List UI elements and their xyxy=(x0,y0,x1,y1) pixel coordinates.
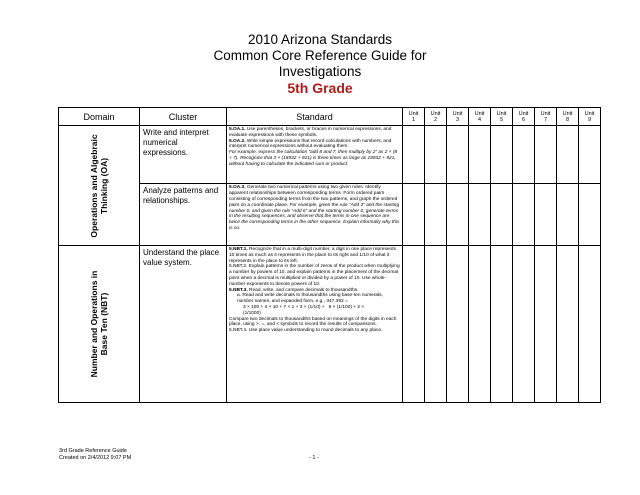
cluster-cell: Understand the place value system. xyxy=(140,246,227,403)
unit-cell xyxy=(447,184,469,246)
unit-cell xyxy=(513,184,535,246)
domain-label-nbt: Number and Operations in Base Ten (NBT) xyxy=(89,270,109,378)
footer xyxy=(59,448,131,462)
grade-title: 5th Grade xyxy=(287,80,353,96)
unit-cell xyxy=(513,246,535,403)
unit-cell xyxy=(491,126,513,184)
title-line-3: Investigations xyxy=(278,64,362,79)
unit-cell xyxy=(469,246,491,403)
title-line-2: Common Core Reference Guide for xyxy=(213,48,427,63)
domain-header: Domain xyxy=(59,108,140,126)
standard-cell: 5.NBT.1. Recognize that in a multi-digit number, a digit in one place represents 10 times as much as it represents in the place to its right and 1/10 of what it represents in the place to its left. 5.NBT.2. Explain patterns in the number of zeros of the product when multiplying a number by powers of 10, and explain patterns in the placement of the decimal point when a decimal is multiplied or divided by a power of 10. Use whole-number exponents to denote powers of 10. 5.NBT.3. Read, write, and compare decimals to thousandths. a. Read and write decimals to thousandths using base-ten numerals, number names, and expanded form, e.g., 347.392 = 3 × 100 + 4 × 10 + 7 × 1 + 3 × (1/10) + 9 × (1/100) + 2 × (1/1000) Compare two decimals to thousandths based on meanings of the digits in each place, using >, =, and < symbols to record the results of comparisons. 5.NBT.4. Use place value understanding to round decimals to any place. xyxy=(227,246,403,403)
unit-cell xyxy=(513,126,535,184)
unit-cell xyxy=(557,126,579,184)
table-row xyxy=(59,126,601,184)
standard-header: Standard xyxy=(227,108,403,126)
unit-header-1: Unit 1 xyxy=(403,108,425,126)
unit-header-8: Unit 8 xyxy=(557,108,579,126)
unit-cell xyxy=(557,246,579,403)
unit-cell xyxy=(425,126,447,184)
domain-cell-nbt xyxy=(59,246,140,403)
unit-header-9: Unit 9 xyxy=(579,108,601,126)
cluster-cell: Analyze patterns and relationships. xyxy=(140,184,227,246)
standard-cell: 5.OA.3. Generate two numerical patterns using two given rules. Identify apparent relationships between corresponding terms. Form ordered pairs consisting of corresponding terms from the two patterns, and graph the ordered pairs on a coordinate plane. For example, given the rule “Add 3” and the starting number 0, and given the rule “Add 6” and the starting number 0, generate terms in the resulting sequences, and observe that the terms in one sequence are twice the corresponding terms in the other sequence. Explain informally why this is so. xyxy=(227,184,403,246)
unit-header-6: Unit 6 xyxy=(513,108,535,126)
unit-cell xyxy=(403,246,425,403)
unit-cell xyxy=(557,184,579,246)
cluster-cell: Write and interpret numerical expressions. xyxy=(140,126,227,184)
footer-created-date: Created on 2/4/2012 9:07 PM xyxy=(59,455,132,461)
unit-cell xyxy=(535,126,557,184)
unit-cell xyxy=(447,126,469,184)
unit-cell xyxy=(447,246,469,403)
header-row xyxy=(59,108,601,126)
unit-cell xyxy=(403,126,425,184)
unit-header-7: Unit 7 xyxy=(535,108,557,126)
unit-cell xyxy=(491,246,513,403)
cluster-header: Cluster xyxy=(140,108,227,126)
title-block xyxy=(0,32,640,96)
table-row xyxy=(59,184,601,246)
unit-cell xyxy=(403,184,425,246)
standard-cell: 5.OA.1. Use parentheses, brackets, or braces in numerical expressions, and evaluate expressions with these symbols. 5.OA.2. Write simple expressions that record calculations with numbers, and interpret numerical expressions without evaluating them. For example, express the calculation “add 8 and 7, then multiply by 2” as 2 × (8 + 7). Recognize that 3 × (18932 + 921) is three times as large as 18932 + 921, without having to calculate the indicated sum or product. xyxy=(227,126,403,184)
unit-cell xyxy=(535,246,557,403)
footer-guide-name: 3rd Grade Reference Guide xyxy=(59,448,127,454)
unit-cell xyxy=(425,246,447,403)
unit-cell xyxy=(469,184,491,246)
standards-table xyxy=(58,107,601,403)
unit-cell xyxy=(491,184,513,246)
unit-cell xyxy=(579,184,601,246)
unit-cell xyxy=(535,184,557,246)
title-line-1: 2010 Arizona Standards xyxy=(247,32,393,47)
table-row xyxy=(59,246,601,403)
unit-header-2: Unit 2 xyxy=(425,108,447,126)
domain-cell-oa xyxy=(59,126,140,246)
unit-cell xyxy=(425,184,447,246)
unit-cell xyxy=(469,126,491,184)
unit-header-4: Unit 4 xyxy=(469,108,491,126)
page-number: - 1 - xyxy=(309,455,319,461)
unit-cell xyxy=(579,126,601,184)
unit-header-3: Unit 3 xyxy=(447,108,469,126)
unit-header-5: Unit 5 xyxy=(491,108,513,126)
unit-cell xyxy=(579,246,601,403)
domain-label-oa: Operations and Algebraic Thinking (OA) xyxy=(89,133,109,238)
